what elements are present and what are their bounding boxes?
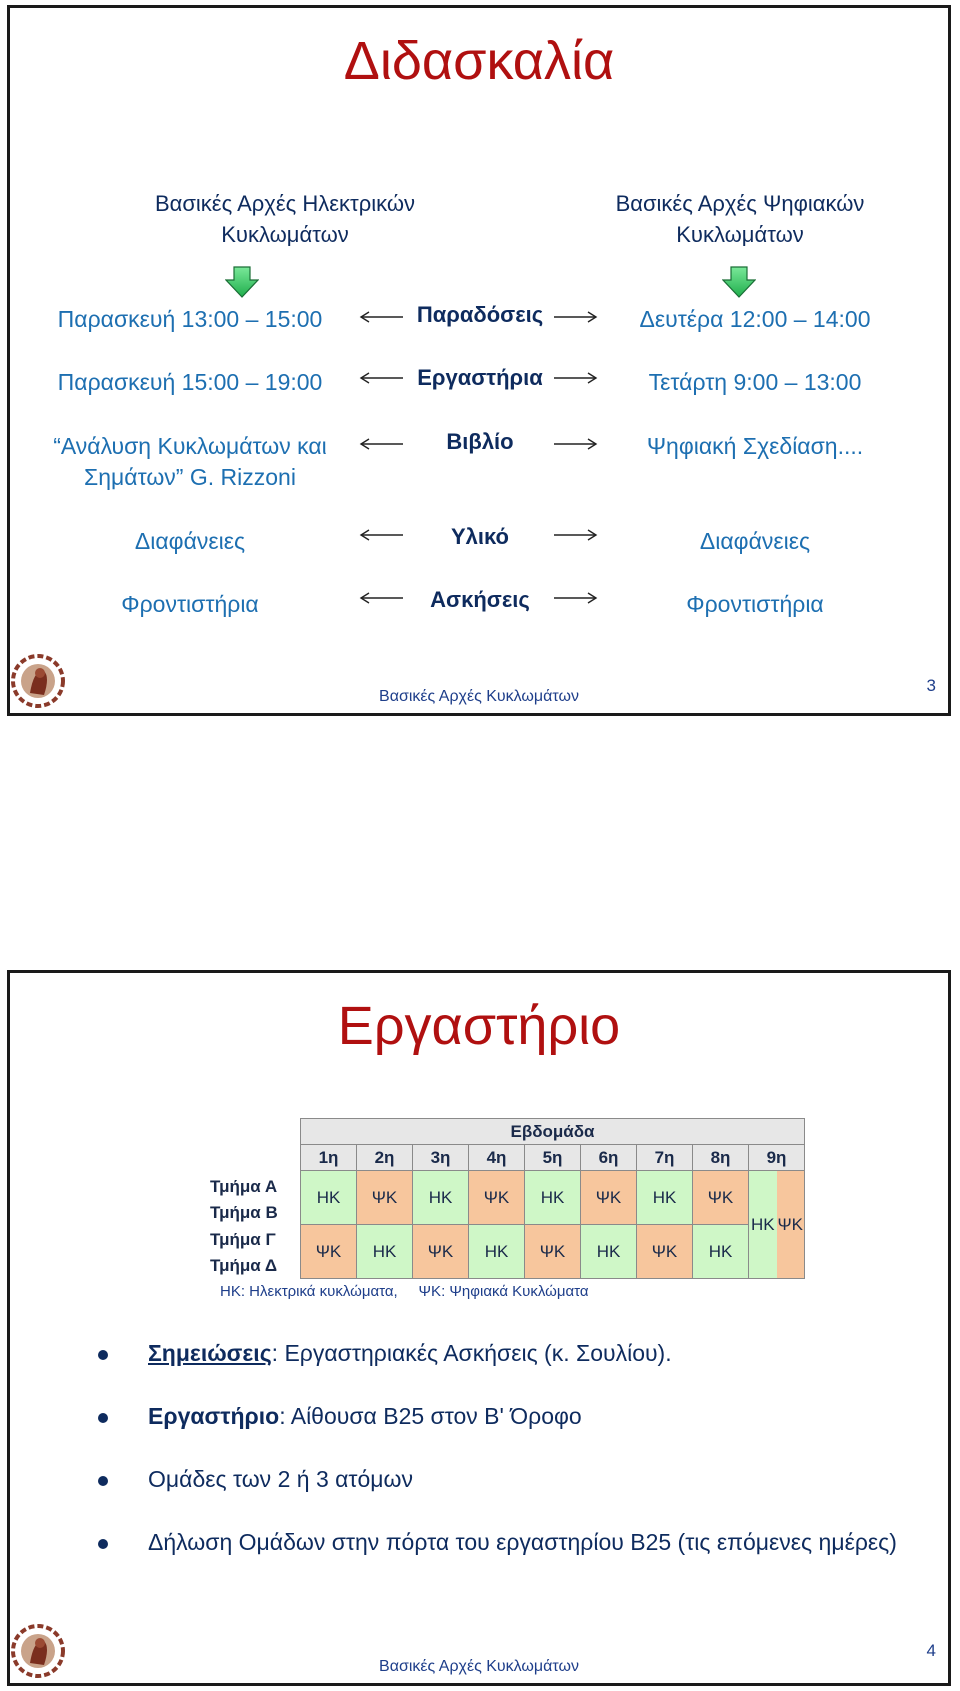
list-item [98, 1401, 898, 1432]
week-cell: 6η [581, 1145, 637, 1171]
left-cell-line: Σημάτων” G. Rizzoni [84, 464, 296, 490]
table-row [301, 1119, 805, 1145]
left-arrow-icon [358, 528, 404, 542]
right-arrow-icon [553, 310, 599, 324]
list-item [98, 1338, 898, 1369]
bullet-text: : Εργαστηριακές Ασκήσεις (κ. Σουλίου). [271, 1340, 672, 1366]
bullet-lead: Σημειώσεις [148, 1340, 272, 1366]
lab-cell: ΨΚ [693, 1171, 749, 1225]
bullet-dot-icon [98, 1350, 108, 1360]
bullet-dot-icon [98, 1413, 108, 1423]
lab-cell: ΨΚ [525, 1225, 581, 1279]
row-label: Ασκήσεις [430, 587, 530, 612]
week-cell: 3η [413, 1145, 469, 1171]
bullet-dot-icon [98, 1476, 108, 1486]
right-cell: Ψηφιακή Σχεδίαση.... [646, 433, 864, 459]
lab-cell: ΨΚ [357, 1171, 413, 1225]
lab-cell: ΗΚ [357, 1225, 413, 1279]
week-cell: 4η [469, 1145, 525, 1171]
lab-cell: ΗΚ [469, 1225, 525, 1279]
right-cell: Δευτέρα 12:00 – 14:00 [639, 306, 871, 332]
bullet-dot-icon [98, 1539, 108, 1549]
slide-teaching [7, 5, 951, 716]
list-item [98, 1527, 898, 1558]
left-cell [10, 431, 370, 493]
row-label: Εργαστήρια [417, 365, 543, 390]
page-number: 4 [926, 1641, 936, 1660]
left-heading-line: Βασικές Αρχές Ηλεκτρικών [154, 191, 416, 216]
bullet-text: Δήλωση Ομάδων στην πόρτα του εργαστηρίου Β25 (τις επόμενες ημέρες) [148, 1529, 897, 1555]
right-arrow-icon [553, 371, 599, 385]
bullet-text: Ομάδες των 2 ή 3 ατόμων [148, 1466, 414, 1492]
lab-cell: ΗΚ [581, 1225, 637, 1279]
slide-title: Διδασκαλία [343, 31, 615, 91]
row-label: Βιβλίο [446, 429, 514, 454]
page-number: 3 [926, 676, 936, 695]
slide-lab [7, 970, 951, 1686]
lab-cell: ΨΚ [777, 1171, 805, 1278]
bullet-text: : Αίθουσα Β25 στον Β' Όροφο [279, 1403, 582, 1429]
left-cell-line: “Ανάλυση Κυκλωμάτων και [53, 433, 327, 459]
down-arrow-icon [722, 266, 756, 298]
table-row [301, 1145, 805, 1171]
left-cell: Φροντιστήρια [121, 591, 259, 617]
left-arrow-icon [358, 437, 404, 451]
week-cell: 2η [357, 1145, 413, 1171]
week-cell: 7η [637, 1145, 693, 1171]
group-name: Τμήμα Γ [210, 1230, 276, 1249]
bullet-lead: Εργαστήριο [148, 1403, 280, 1429]
lab-cell: ΗΚ [301, 1171, 357, 1225]
right-heading-line: Κυκλωμάτων [676, 222, 804, 247]
left-cell: Διαφάνειες [134, 528, 246, 554]
lab-schedule-table [300, 1118, 805, 1279]
left-arrow-icon [358, 371, 404, 385]
left-cell: Παρασκευή 13:00 – 15:00 [57, 306, 323, 332]
row-label: Παραδόσεις [416, 302, 544, 327]
table-row [301, 1171, 805, 1225]
right-cell: Τετάρτη 9:00 – 13:00 [648, 369, 862, 395]
notes-list [98, 1338, 898, 1590]
lab-cell: ΨΚ [637, 1225, 693, 1279]
lab-cell: ΨΚ [413, 1225, 469, 1279]
lab-cell: ΨΚ [469, 1171, 525, 1225]
table-legend: ΗΚ: Ηλεκτρικά κυκλώματα, ΨΚ: Ψηφιακά Κυκλώματα [220, 1283, 589, 1300]
lab-cell: ΗΚ [525, 1171, 581, 1225]
down-arrow-icon [225, 266, 259, 298]
group-name: Τμήμα Δ [210, 1256, 278, 1275]
left-cell: Παρασκευή 15:00 – 19:00 [57, 369, 323, 395]
table-row [301, 1225, 805, 1279]
week9-cell [749, 1171, 805, 1279]
group-name: Τμήμα Α [210, 1177, 278, 1196]
right-cell: Διαφάνειες [699, 528, 811, 554]
list-item [98, 1464, 898, 1495]
right-cell: Φροντιστήρια [686, 591, 824, 617]
right-arrow-icon [553, 528, 599, 542]
group-label-ab [210, 1174, 278, 1226]
right-arrow-icon [553, 437, 599, 451]
group-label-cd [210, 1227, 277, 1279]
slide-footer: Βασικές Αρχές Κυκλωμάτων [379, 1658, 579, 1675]
left-course-heading [120, 188, 450, 250]
lab-cell: ΗΚ [413, 1171, 469, 1225]
week-cell: 8η [693, 1145, 749, 1171]
week-cell: 9η [749, 1145, 805, 1171]
slide-title: Εργαστήριο [337, 996, 621, 1056]
group-name: Τμήμα Β [210, 1203, 278, 1222]
week-cell: 1η [301, 1145, 357, 1171]
week-cell: 5η [525, 1145, 581, 1171]
row-label: Υλικό [451, 524, 509, 549]
lab-cell: ΗΚ [693, 1225, 749, 1279]
slide-footer: Βασικές Αρχές Κυκλωμάτων [379, 688, 579, 705]
lab-cell: ΨΚ [301, 1225, 357, 1279]
right-heading-line: Βασικές Αρχές Ψηφιακών [615, 191, 865, 216]
week-header: Εβδομάδα [301, 1119, 805, 1145]
left-heading-line: Κυκλωμάτων [221, 222, 349, 247]
right-course-heading [575, 188, 905, 250]
lab-cell: ΗΚ [637, 1171, 693, 1225]
right-arrow-icon [553, 591, 599, 605]
left-arrow-icon [358, 310, 404, 324]
left-arrow-icon [358, 591, 404, 605]
lab-cell: ΗΚ [749, 1171, 777, 1278]
lab-cell: ΨΚ [581, 1171, 637, 1225]
